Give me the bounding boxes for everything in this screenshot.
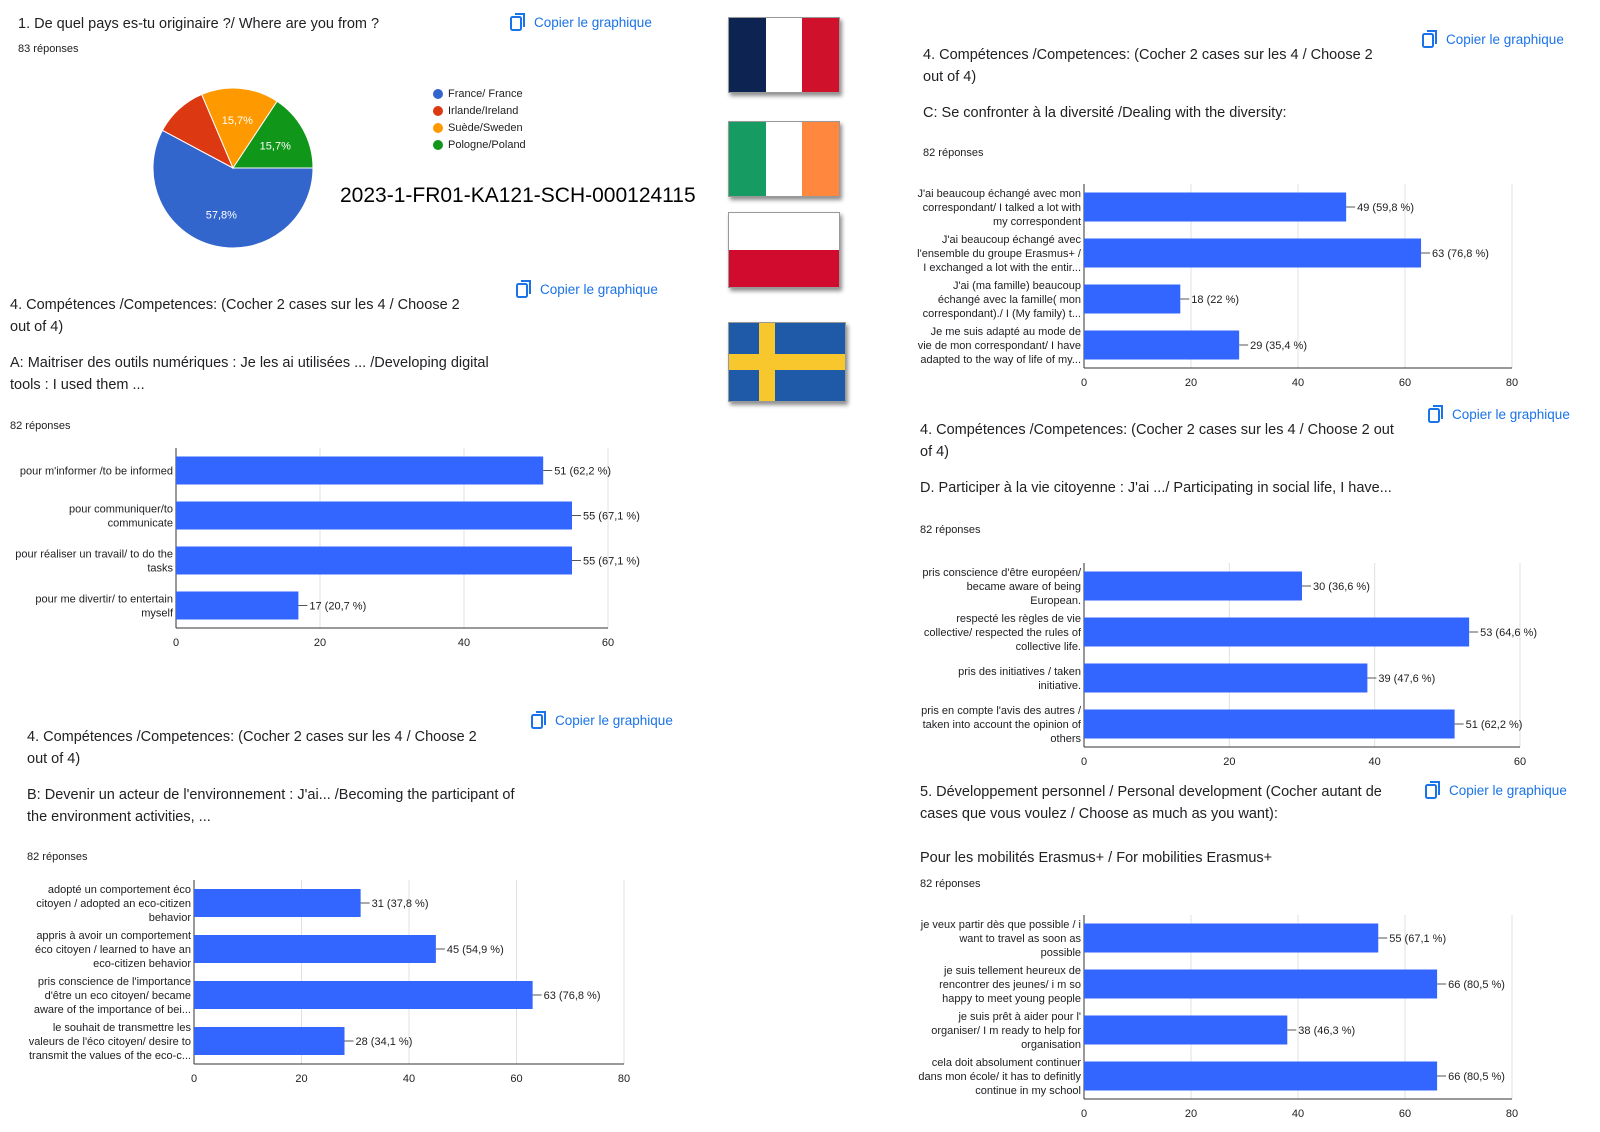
bar bbox=[1084, 924, 1378, 953]
category-label: J'ai (ma famille) beaucoup bbox=[952, 280, 1081, 292]
bar bbox=[1084, 970, 1437, 999]
legend-label: Suède/Sweden bbox=[448, 121, 523, 134]
france-flag bbox=[728, 17, 840, 93]
copy-icon bbox=[1425, 781, 1441, 799]
q5-response-count: 82 réponses bbox=[920, 878, 981, 890]
data-label: 17 (20,7 %) bbox=[309, 600, 367, 613]
qa-copy-chart-button[interactable] bbox=[516, 280, 658, 298]
tick-label: 60 bbox=[1398, 377, 1412, 389]
bar-chart-d bbox=[910, 553, 1590, 778]
data-label: 66 (80,5 %) bbox=[1448, 979, 1505, 991]
data-label: 63 (76,8 %) bbox=[543, 990, 601, 1002]
bar bbox=[1084, 572, 1302, 601]
category-label: became aware of being bbox=[966, 581, 1081, 593]
category-label: transmit the values of the eco-c... bbox=[28, 1050, 191, 1062]
qd-subtitle: D. Participer à la vie citoyenne : J'ai .../ Participating in social life, I have... bbox=[920, 480, 1392, 496]
tick-label: 80 bbox=[1505, 1108, 1519, 1120]
category-label: pour réaliser un travail/ to do the bbox=[15, 548, 173, 561]
bar-chart-e bbox=[910, 905, 1590, 1130]
category-label: vie de mon correspondant/ I have bbox=[917, 340, 1081, 352]
bar bbox=[1084, 285, 1180, 314]
tick-label: 20 bbox=[1184, 377, 1198, 389]
tick-label: 80 bbox=[617, 1073, 631, 1085]
category-label: valeurs de l'éco citoyen/ desire to bbox=[28, 1036, 191, 1048]
q5-title: 5. Développement personnel / Personal development (Cocher autant de cases que vous voulez / Choose as much as you want): bbox=[920, 784, 1382, 822]
category-label: adopté un comportement éco bbox=[47, 884, 191, 896]
category-label: rencontrer des jeunes/ i m so bbox=[939, 979, 1081, 991]
tick-label: 0 bbox=[172, 637, 180, 649]
legend-dot bbox=[433, 89, 443, 99]
bar bbox=[176, 457, 543, 485]
data-label: 31 (37,8 %) bbox=[371, 898, 429, 910]
legend-item bbox=[433, 102, 526, 119]
legend-item bbox=[433, 136, 526, 153]
category-label: respecté les règles de vie bbox=[956, 613, 1081, 625]
qb-copy-chart-button[interactable] bbox=[531, 711, 673, 729]
data-label: 51 (62,2 %) bbox=[1465, 719, 1523, 731]
pie-slice-label: 15,7% bbox=[259, 140, 291, 153]
category-label: adapted to the way of life of my... bbox=[920, 354, 1081, 366]
tick-label: 20 bbox=[295, 1073, 308, 1085]
data-label: 66 (80,5 %) bbox=[1448, 1071, 1505, 1083]
category-label: my correspondent bbox=[992, 216, 1081, 228]
tick-label: 0 bbox=[190, 1073, 198, 1085]
data-label: 39 (47,6 %) bbox=[1378, 673, 1436, 685]
category-label: tasks bbox=[147, 562, 173, 575]
copy-icon bbox=[1422, 30, 1438, 48]
category-label: others bbox=[1050, 733, 1081, 745]
category-label: happy to meet young people bbox=[942, 993, 1081, 1005]
q5-subtitle: Pour les mobilités Erasmus+ / For mobilities Erasmus+ bbox=[920, 850, 1273, 866]
bar bbox=[1084, 239, 1421, 268]
data-label: 49 (59,8 %) bbox=[1357, 202, 1415, 214]
bar bbox=[194, 981, 533, 1009]
bar bbox=[1084, 1062, 1437, 1091]
qc-response-count: 82 réponses bbox=[923, 147, 984, 159]
legend-item bbox=[433, 119, 526, 136]
category-label: cela doit absolument continuer bbox=[931, 1057, 1081, 1069]
legend-item bbox=[433, 85, 526, 102]
q1-response-count: 83 réponses bbox=[18, 43, 79, 55]
q1-copy-chart-button[interactable] bbox=[510, 13, 652, 31]
category-label: correspondant)./ I (My family) t... bbox=[922, 308, 1081, 320]
category-label: pris conscience d'être européen/ bbox=[922, 567, 1081, 579]
bar bbox=[1084, 710, 1455, 739]
category-label: pour me divertir/ to entertain bbox=[35, 593, 173, 606]
data-label: 45 (54,9 %) bbox=[446, 944, 504, 956]
copy-icon bbox=[510, 13, 526, 31]
tick-label: 80 bbox=[1505, 377, 1519, 389]
category-label: appris à avoir un comportement bbox=[36, 930, 191, 942]
data-label: 53 (64,6 %) bbox=[1480, 627, 1538, 639]
legend-label: France/ France bbox=[448, 87, 523, 100]
category-label: I exchanged a lot with the entir... bbox=[923, 262, 1081, 274]
legend-dot bbox=[433, 140, 443, 150]
tick-label: 20 bbox=[313, 637, 327, 649]
tick-label: 40 bbox=[457, 637, 471, 649]
data-label: 51 (62,2 %) bbox=[554, 465, 612, 478]
category-label: éco citoyen / learned to have an bbox=[35, 944, 191, 956]
sweden-flag bbox=[728, 322, 846, 402]
category-label: continue in my school bbox=[975, 1085, 1081, 1097]
category-label: behavior bbox=[148, 912, 191, 924]
category-label: collective life. bbox=[1015, 641, 1081, 653]
tick-label: 0 bbox=[1080, 756, 1088, 768]
qd-response-count: 82 réponses bbox=[920, 524, 981, 536]
bar bbox=[176, 502, 572, 530]
data-label: 63 (76,8 %) bbox=[1432, 248, 1489, 260]
category-label: communicate bbox=[107, 517, 173, 530]
bar bbox=[1084, 618, 1469, 647]
data-label: 38 (46,3 %) bbox=[1298, 1025, 1356, 1037]
qb-response-count: 82 réponses bbox=[27, 851, 88, 863]
tick-label: 60 bbox=[601, 637, 615, 649]
copy-label: Copier le graphique bbox=[555, 712, 673, 728]
qa-title: 4. Compétences /Competences: (Cocher 2 cases sur les 4 / Choose 2 out of 4) bbox=[10, 297, 460, 335]
data-label: 29 (35,4 %) bbox=[1250, 340, 1308, 352]
category-label: pris en compte l'avis des autres / bbox=[921, 705, 1081, 717]
legend-label: Pologne/Poland bbox=[448, 138, 526, 151]
category-label: pour communiquer/to bbox=[69, 503, 173, 516]
q1-title: 1. De quel pays es-tu originaire ?/ Where are you from ? bbox=[18, 16, 380, 32]
bar bbox=[1084, 331, 1239, 360]
category-label: want to travel as soon as bbox=[959, 933, 1081, 945]
category-label: pris conscience de l'importance bbox=[37, 976, 191, 988]
legend-label: Irlande/Ireland bbox=[448, 104, 519, 117]
category-label: pris des initiatives / taken bbox=[958, 666, 1081, 678]
data-label: 55 (67,1 %) bbox=[1389, 933, 1447, 945]
category-label: myself bbox=[141, 607, 173, 620]
bar bbox=[194, 1027, 345, 1055]
data-label: 28 (34,1 %) bbox=[355, 1036, 413, 1048]
category-label: le souhait de transmettre les bbox=[52, 1022, 191, 1034]
data-label: 55 (67,1 %) bbox=[583, 510, 640, 523]
category-label: taken into account the opinion of bbox=[922, 719, 1081, 731]
bar bbox=[1084, 193, 1346, 222]
qc-title: 4. Compétences /Competences: (Cocher 2 cases sur les 4 / Choose 2 out of 4) bbox=[923, 47, 1373, 85]
tick-label: 40 bbox=[1368, 756, 1381, 768]
category-label: je veux partir dès que possible / i bbox=[920, 919, 1081, 931]
copy-label: Copier le graphique bbox=[1449, 782, 1567, 798]
qc-copy-chart-button[interactable] bbox=[1422, 30, 1564, 48]
bar bbox=[1084, 1016, 1287, 1045]
qa-response-count: 82 réponses bbox=[10, 420, 71, 432]
copy-label: Copier le graphique bbox=[534, 14, 652, 30]
tick-label: 20 bbox=[1184, 1108, 1198, 1120]
bar-chart-a bbox=[0, 448, 660, 693]
qb-subtitle: B: Devenir un acteur de l'environnement : J'ai... /Becoming the participant of the environment activities, ... bbox=[27, 787, 515, 825]
legend-dot bbox=[433, 106, 443, 116]
poland-flag bbox=[728, 212, 840, 288]
qa-subtitle: A: Maitriser des outils numériques : Je les ai utilisées ... /Developing digital tools : I used them ... bbox=[10, 355, 489, 393]
bar bbox=[176, 547, 572, 575]
tick-label: 40 bbox=[1291, 1108, 1305, 1120]
bar bbox=[194, 889, 361, 917]
category-label: possible bbox=[1040, 947, 1081, 959]
qd-title: 4. Compétences /Competences: (Cocher 2 cases sur les 4 / Choose 2 out of 4) bbox=[920, 422, 1394, 460]
bar-chart-b bbox=[0, 880, 660, 1105]
copy-label: Copier le graphique bbox=[540, 281, 658, 297]
category-label: Je me suis adapté au mode de bbox=[930, 326, 1081, 338]
category-label: European. bbox=[1030, 595, 1081, 607]
copy-icon bbox=[1428, 405, 1444, 423]
category-label: l'ensemble du groupe Erasmus+ / bbox=[917, 248, 1081, 260]
data-label: 55 (67,1 %) bbox=[583, 555, 640, 568]
pie-chart bbox=[148, 83, 318, 253]
bar bbox=[1084, 664, 1367, 693]
copy-icon bbox=[531, 711, 547, 729]
tick-label: 0 bbox=[1080, 1108, 1088, 1120]
category-label: dans mon école/ it has to definitly bbox=[918, 1071, 1081, 1083]
copy-label: Copier le graphique bbox=[1452, 406, 1570, 422]
bar-chart-c bbox=[910, 174, 1590, 394]
bar bbox=[176, 592, 298, 620]
category-label: citoyen / adopted an eco-citizen bbox=[36, 898, 191, 910]
category-label: J'ai beaucoup échangé avec bbox=[941, 234, 1081, 246]
data-label: 18 (22 %) bbox=[1191, 294, 1240, 306]
copy-icon bbox=[516, 280, 532, 298]
legend-dot bbox=[433, 123, 443, 133]
qd-copy-chart-button[interactable] bbox=[1428, 405, 1570, 423]
qb-title: 4. Compétences /Competences: (Cocher 2 cases sur les 4 / Choose 2 out of 4) bbox=[27, 729, 477, 767]
tick-label: 60 bbox=[1398, 1108, 1412, 1120]
q5-copy-chart-button[interactable] bbox=[1425, 781, 1567, 799]
category-label: collective/ respected the rules of bbox=[923, 627, 1081, 639]
tick-label: 60 bbox=[510, 1073, 523, 1085]
pie-slice-label: 15,7% bbox=[221, 115, 253, 128]
project-id: 2023-1-FR01-KA121-SCH-000124115 bbox=[340, 184, 696, 207]
tick-label: 60 bbox=[1513, 756, 1527, 768]
category-label: correspondant/ I talked a lot with bbox=[922, 202, 1081, 214]
qc-subtitle: C: Se confronter à la diversité /Dealing with the diversity: bbox=[923, 105, 1287, 121]
copy-label: Copier le graphique bbox=[1446, 31, 1564, 47]
tick-label: 20 bbox=[1223, 756, 1236, 768]
category-label: initiative. bbox=[1038, 680, 1081, 692]
ireland-flag bbox=[728, 121, 840, 197]
category-label: d'être un eco citoyen/ became bbox=[44, 990, 191, 1002]
tick-label: 40 bbox=[402, 1073, 416, 1085]
bar bbox=[194, 935, 436, 963]
pie-legend bbox=[433, 85, 526, 153]
category-label: J'ai beaucoup échangé avec mon bbox=[917, 188, 1081, 200]
pie-slice-label: 57,8% bbox=[205, 209, 237, 222]
tick-label: 40 bbox=[1291, 377, 1305, 389]
category-label: aware of the importance of bei... bbox=[33, 1004, 191, 1016]
category-label: je suis tellement heureux de bbox=[944, 965, 1081, 977]
category-label: organiser/ I m ready to help for bbox=[931, 1025, 1081, 1037]
category-label: eco-citizen behavior bbox=[93, 958, 191, 970]
category-label: organisation bbox=[1021, 1039, 1081, 1051]
tick-label: 0 bbox=[1080, 377, 1088, 389]
category-label: pour m'informer /to be informed bbox=[19, 465, 173, 478]
category-label: je suis prêt à aider pour l' bbox=[958, 1011, 1081, 1023]
category-label: échangé avec la famille( mon bbox=[937, 294, 1081, 306]
data-label: 30 (36,6 %) bbox=[1313, 581, 1370, 593]
